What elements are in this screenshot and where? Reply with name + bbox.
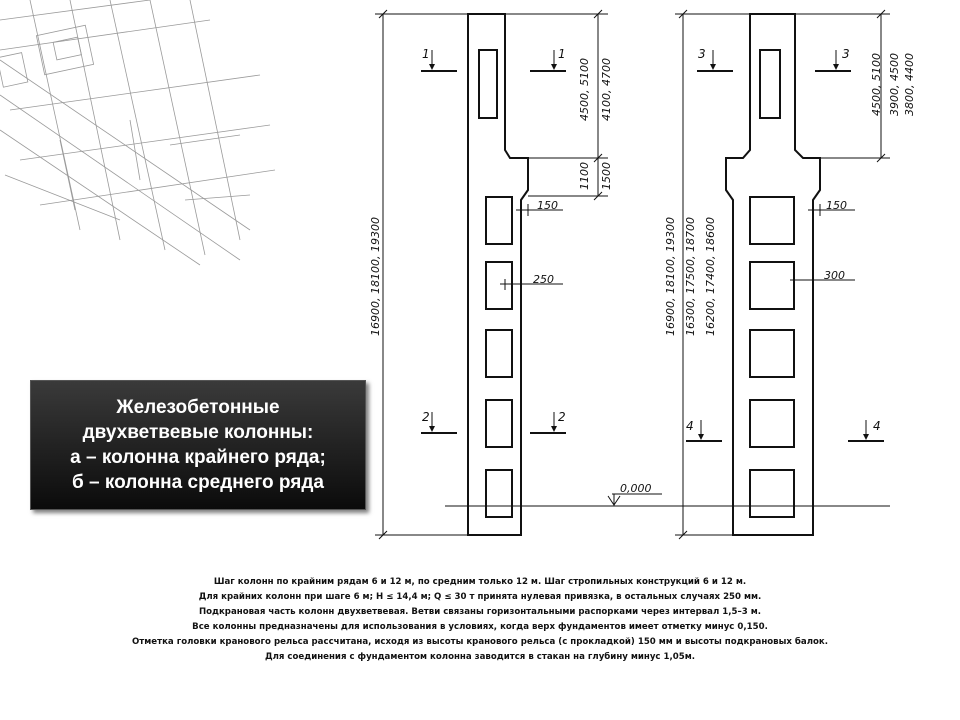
column-b-opening-4: [750, 400, 794, 447]
column-b-outline: [726, 14, 820, 535]
column-a-opening-5: [486, 470, 512, 517]
column-b-height-dims: 16900, 18100, 19300: [664, 217, 677, 336]
column-b-dim-150: 150: [826, 199, 847, 212]
title-line-1: Железобетонные: [116, 397, 280, 418]
title-line-2: двухветвевые колонны:: [82, 422, 314, 443]
column-a-top-opening: [479, 50, 497, 118]
note-line: Подкрановая часть колонн двухветвевая. Ветви связаны горизонтальными распорками через интервал 1,5–3 м.: [198, 607, 762, 617]
column-b-opening-5: [750, 470, 794, 517]
section-mark-3-right: 3: [842, 47, 850, 61]
note-line: Для крайних колонн при шаге 6 м; Н ≤ 14,4 м; Q ≤ 30 т принята нулевая привязка, в остальных случаях 250 мм.: [198, 592, 762, 602]
note-line: Шаг колонн по крайним рядам 6 и 12 м, по средним только 12 м. Шаг стропильных конструкций 6 и 12 м.: [213, 577, 747, 587]
zero-mark: 0,000: [620, 482, 652, 495]
column-b: [664, 10, 916, 539]
column-b-top-dims-2: 3900, 4500: [888, 53, 901, 116]
background-plan-graphic: [0, 0, 275, 265]
column-b-height-dims-3: 16200, 17400, 18600: [704, 217, 717, 336]
column-a-haunch-dims: 1100: [578, 162, 591, 190]
column-b-dim-300: 300: [824, 269, 845, 282]
section-mark-4-left: 4: [686, 419, 694, 433]
column-b-opening-3: [750, 330, 794, 377]
title-box: [30, 380, 366, 510]
title-line-4: б – колонна среднего ряда: [72, 472, 324, 493]
column-b-height-dims-2: 16300, 17500, 18700: [684, 217, 697, 336]
note-line: Для соединения с фундаментом колонна заводится в стакан на глубину минус 1,05м.: [264, 652, 696, 662]
section-mark-1-right: 1: [558, 47, 566, 61]
column-a-height-dims: 16900, 18100, 19300: [369, 217, 382, 336]
section-mark-1-left: 1: [422, 47, 430, 61]
column-a: [369, 10, 613, 539]
title-line-3: а – колонна крайнего ряда;: [70, 447, 326, 468]
section-mark-4-right: 4: [873, 419, 881, 433]
note-line: Все колонны предназначены для использования в условиях, когда верх фундаментов имеет отметку минус 0,150.: [192, 622, 768, 632]
column-b-top-dims-3: 3800, 4400: [903, 53, 916, 116]
column-a-opening-4: [486, 400, 512, 447]
section-mark-3-left: 3: [698, 47, 706, 61]
section-mark-2-left: 2: [422, 410, 430, 424]
column-a-top-dims-2: 4100, 4700: [600, 58, 613, 121]
column-b-opening-1: [750, 197, 794, 244]
column-a-opening-1: [486, 197, 512, 244]
column-b-top-opening: [760, 50, 780, 118]
column-a-dim-250: 250: [533, 273, 554, 286]
column-b-opening-2: [750, 262, 794, 309]
note-line: Отметка головки кранового рельса рассчитана, исходя из высоты кранового рельса (с прокладкой) 150 мм и высоты подкрановых балок.: [131, 637, 829, 647]
column-a-haunch-dims-2: 1500: [600, 162, 613, 190]
column-a-opening-2: [486, 262, 512, 309]
notes: [60, 575, 900, 665]
column-b-top-dims: 4500, 5100: [870, 53, 883, 116]
column-a-opening-3: [486, 330, 512, 377]
column-a-dim-150: 150: [537, 199, 558, 212]
section-mark-2-right: 2: [558, 410, 566, 424]
column-a-top-dims: 4500, 5100: [578, 58, 591, 121]
